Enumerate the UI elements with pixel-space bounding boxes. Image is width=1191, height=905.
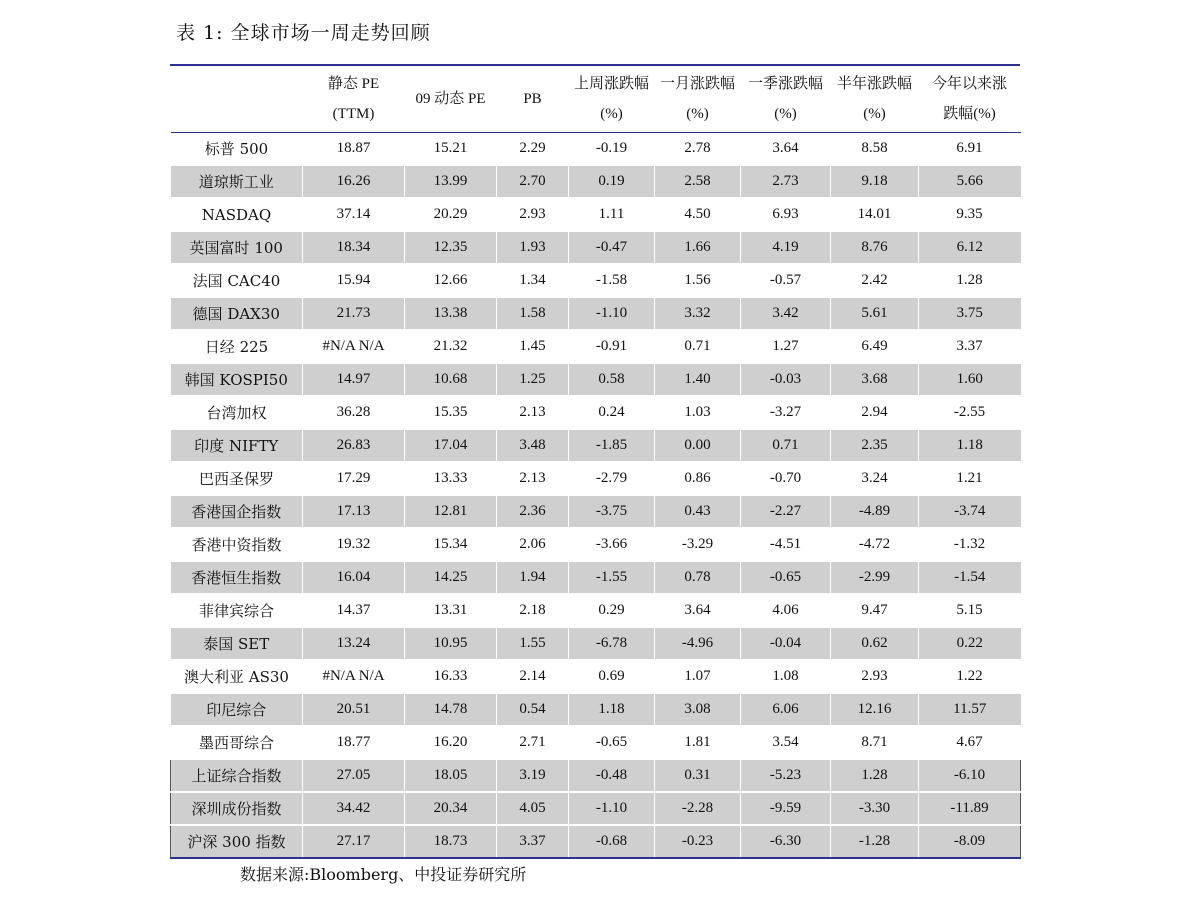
- ytd-change-cell: -2.55: [919, 396, 1021, 429]
- pb-cell: 1.55: [497, 627, 569, 660]
- table-row: [171, 231, 1021, 264]
- half-year-change-cell: 2.94: [831, 396, 919, 429]
- pb-cell: 1.94: [497, 561, 569, 594]
- static-pe-cell: 37.14: [303, 198, 405, 231]
- ytd-change-cell: -8.09: [919, 825, 1021, 858]
- half-year-change-cell: 8.71: [831, 726, 919, 759]
- month-change-cell: 0.78: [655, 561, 741, 594]
- forward-pe-cell: 12.35: [405, 231, 497, 264]
- week-change-cell: -0.68: [569, 825, 655, 858]
- table-row: [171, 495, 1021, 528]
- header-static-pe: [303, 66, 405, 133]
- ytd-change-cell: 1.28: [919, 264, 1021, 297]
- half-year-change-cell: 1.28: [831, 759, 919, 792]
- month-change-cell: 4.50: [655, 198, 741, 231]
- static-pe-cell: 14.37: [303, 594, 405, 627]
- ytd-change-cell: 3.75: [919, 297, 1021, 330]
- ytd-change-cell: 3.37: [919, 330, 1021, 363]
- index-name-cell: 香港国企指数: [171, 495, 303, 528]
- week-change-cell: -2.79: [569, 462, 655, 495]
- half-year-change-cell: 2.35: [831, 429, 919, 462]
- header-label-line2: (%): [863, 106, 886, 122]
- forward-pe-cell: 13.33: [405, 462, 497, 495]
- week-change-cell: -0.19: [569, 133, 655, 166]
- ytd-change-cell: 1.18: [919, 429, 1021, 462]
- header-week-change: [569, 66, 655, 133]
- quarter-change-cell: 4.19: [741, 231, 831, 264]
- header-label-line2: (%): [774, 106, 797, 122]
- header-pb: [497, 66, 569, 133]
- ytd-change-cell: -1.54: [919, 561, 1021, 594]
- pb-cell: 3.19: [497, 759, 569, 792]
- header-index-name: [171, 66, 303, 133]
- table-row: [171, 198, 1021, 231]
- static-pe-cell: 16.26: [303, 165, 405, 198]
- index-name-cell: 澳大利亚 AS30: [171, 660, 303, 693]
- static-pe-cell: 21.73: [303, 297, 405, 330]
- table-row: [171, 297, 1021, 330]
- week-change-cell: 1.18: [569, 693, 655, 726]
- header-forward-pe: [405, 66, 497, 133]
- table-row: [171, 627, 1021, 660]
- half-year-change-cell: -2.99: [831, 561, 919, 594]
- header-half-year-change: [831, 66, 919, 133]
- static-pe-cell: 19.32: [303, 528, 405, 561]
- quarter-change-cell: -0.04: [741, 627, 831, 660]
- index-name-cell: 印尼综合: [171, 693, 303, 726]
- half-year-change-cell: 9.18: [831, 165, 919, 198]
- market-review-table-wrapper: [170, 64, 1020, 859]
- half-year-change-cell: 9.47: [831, 594, 919, 627]
- static-pe-cell: #N/A N/A: [303, 660, 405, 693]
- forward-pe-cell: 16.20: [405, 726, 497, 759]
- ytd-change-cell: 4.67: [919, 726, 1021, 759]
- table-row: [171, 693, 1021, 726]
- pb-cell: 1.25: [497, 363, 569, 396]
- month-change-cell: 0.31: [655, 759, 741, 792]
- table-body: [171, 133, 1021, 859]
- index-name-cell: 香港中资指数: [171, 528, 303, 561]
- static-pe-cell: 16.04: [303, 561, 405, 594]
- ytd-change-cell: 6.12: [919, 231, 1021, 264]
- quarter-change-cell: -0.65: [741, 561, 831, 594]
- forward-pe-cell: 13.38: [405, 297, 497, 330]
- table-row: [171, 660, 1021, 693]
- index-name-cell: 韩国 KOSPI50: [171, 363, 303, 396]
- ytd-change-cell: 5.15: [919, 594, 1021, 627]
- pb-cell: 2.71: [497, 726, 569, 759]
- header-label-line2: (%): [600, 106, 623, 122]
- index-name-cell: 香港恒生指数: [171, 561, 303, 594]
- header-label-line1: 今年以来涨: [931, 76, 1007, 92]
- month-change-cell: 1.03: [655, 396, 741, 429]
- ytd-change-cell: 1.21: [919, 462, 1021, 495]
- week-change-cell: 1.11: [569, 198, 655, 231]
- quarter-change-cell: 6.06: [741, 693, 831, 726]
- pb-cell: 1.93: [497, 231, 569, 264]
- forward-pe-cell: 15.35: [405, 396, 497, 429]
- quarter-change-cell: 3.54: [741, 726, 831, 759]
- week-change-cell: 0.24: [569, 396, 655, 429]
- quarter-change-cell: 3.64: [741, 133, 831, 166]
- half-year-change-cell: 6.49: [831, 330, 919, 363]
- month-change-cell: 1.66: [655, 231, 741, 264]
- pb-cell: 3.37: [497, 825, 569, 858]
- index-name-cell: 深圳成份指数: [171, 792, 303, 825]
- half-year-change-cell: -4.89: [831, 495, 919, 528]
- month-change-cell: -0.23: [655, 825, 741, 858]
- table-header: [171, 66, 1021, 133]
- month-change-cell: 3.32: [655, 297, 741, 330]
- pb-cell: 2.93: [497, 198, 569, 231]
- pb-cell: 2.13: [497, 462, 569, 495]
- table-row: [171, 759, 1021, 792]
- static-pe-cell: 18.34: [303, 231, 405, 264]
- table-row: [171, 133, 1021, 166]
- header-label-line1: 09 动态 PE: [415, 91, 486, 107]
- quarter-change-cell: -0.03: [741, 363, 831, 396]
- static-pe-cell: 15.94: [303, 264, 405, 297]
- table-row: [171, 726, 1021, 759]
- month-change-cell: 0.00: [655, 429, 741, 462]
- quarter-change-cell: -3.27: [741, 396, 831, 429]
- table-row: [171, 396, 1021, 429]
- forward-pe-cell: 14.25: [405, 561, 497, 594]
- forward-pe-cell: 20.34: [405, 792, 497, 825]
- week-change-cell: -0.91: [569, 330, 655, 363]
- market-review-table: [170, 66, 1021, 859]
- quarter-change-cell: -9.59: [741, 792, 831, 825]
- static-pe-cell: 17.13: [303, 495, 405, 528]
- week-change-cell: -3.75: [569, 495, 655, 528]
- forward-pe-cell: 18.05: [405, 759, 497, 792]
- index-name-cell: NASDAQ: [171, 198, 303, 231]
- table-row: [171, 264, 1021, 297]
- quarter-change-cell: 0.71: [741, 429, 831, 462]
- static-pe-cell: 34.42: [303, 792, 405, 825]
- index-name-cell: 巴西圣保罗: [171, 462, 303, 495]
- header-month-change: [655, 66, 741, 133]
- week-change-cell: -6.78: [569, 627, 655, 660]
- index-name-cell: 台湾加权: [171, 396, 303, 429]
- ytd-change-cell: 6.91: [919, 133, 1021, 166]
- pb-cell: 2.36: [497, 495, 569, 528]
- static-pe-cell: 13.24: [303, 627, 405, 660]
- header-label-line1: 静态 PE: [327, 76, 380, 92]
- forward-pe-cell: 13.31: [405, 594, 497, 627]
- half-year-change-cell: 5.61: [831, 297, 919, 330]
- forward-pe-cell: 13.99: [405, 165, 497, 198]
- table-row: [171, 429, 1021, 462]
- static-pe-cell: 26.83: [303, 429, 405, 462]
- pb-cell: 2.06: [497, 528, 569, 561]
- header-label-line2: (%): [686, 106, 709, 122]
- week-change-cell: 0.69: [569, 660, 655, 693]
- pb-cell: 2.29: [497, 133, 569, 166]
- index-name-cell: 印度 NIFTY: [171, 429, 303, 462]
- month-change-cell: 3.64: [655, 594, 741, 627]
- header-label-line2: 跌幅(%): [943, 106, 996, 122]
- quarter-change-cell: 1.08: [741, 660, 831, 693]
- static-pe-cell: #N/A N/A: [303, 330, 405, 363]
- pb-cell: 1.45: [497, 330, 569, 363]
- index-name-cell: 泰国 SET: [171, 627, 303, 660]
- static-pe-cell: 18.77: [303, 726, 405, 759]
- forward-pe-cell: 10.68: [405, 363, 497, 396]
- index-name-cell: 英国富时 100: [171, 231, 303, 264]
- week-change-cell: -1.55: [569, 561, 655, 594]
- table-row: [171, 330, 1021, 363]
- index-name-cell: 日经 225: [171, 330, 303, 363]
- header-quarter-change: [741, 66, 831, 133]
- pb-cell: 2.13: [497, 396, 569, 429]
- forward-pe-cell: 20.29: [405, 198, 497, 231]
- quarter-change-cell: 3.42: [741, 297, 831, 330]
- pb-cell: 1.58: [497, 297, 569, 330]
- quarter-change-cell: -4.51: [741, 528, 831, 561]
- week-change-cell: -1.58: [569, 264, 655, 297]
- quarter-change-cell: -2.27: [741, 495, 831, 528]
- month-change-cell: 0.43: [655, 495, 741, 528]
- half-year-change-cell: 12.16: [831, 693, 919, 726]
- static-pe-cell: 18.87: [303, 133, 405, 166]
- static-pe-cell: 27.05: [303, 759, 405, 792]
- week-change-cell: -0.47: [569, 231, 655, 264]
- index-name-cell: 墨西哥综合: [171, 726, 303, 759]
- half-year-change-cell: -4.72: [831, 528, 919, 561]
- index-name-cell: 沪深 300 指数: [171, 825, 303, 858]
- half-year-change-cell: -1.28: [831, 825, 919, 858]
- forward-pe-cell: 15.21: [405, 133, 497, 166]
- quarter-change-cell: 4.06: [741, 594, 831, 627]
- half-year-change-cell: 2.42: [831, 264, 919, 297]
- week-change-cell: -3.66: [569, 528, 655, 561]
- forward-pe-cell: 15.34: [405, 528, 497, 561]
- forward-pe-cell: 10.95: [405, 627, 497, 660]
- month-change-cell: -2.28: [655, 792, 741, 825]
- table-row: [171, 594, 1021, 627]
- table-caption: 表 1: 全球市场一周走势回顾: [176, 22, 431, 44]
- ytd-change-cell: -1.32: [919, 528, 1021, 561]
- quarter-change-cell: 6.93: [741, 198, 831, 231]
- week-change-cell: -1.10: [569, 792, 655, 825]
- forward-pe-cell: 16.33: [405, 660, 497, 693]
- index-name-cell: 道琼斯工业: [171, 165, 303, 198]
- forward-pe-cell: 14.78: [405, 693, 497, 726]
- ytd-change-cell: 9.35: [919, 198, 1021, 231]
- ytd-change-cell: 0.22: [919, 627, 1021, 660]
- header-label-line1: 一月涨跌幅: [659, 76, 735, 92]
- month-change-cell: 1.40: [655, 363, 741, 396]
- week-change-cell: 0.29: [569, 594, 655, 627]
- header-label-line1: 半年涨跌幅: [836, 76, 912, 92]
- header-label-line2: (TTM): [332, 106, 375, 122]
- index-name-cell: 菲律宾综合: [171, 594, 303, 627]
- static-pe-cell: 17.29: [303, 462, 405, 495]
- table-row: [171, 825, 1021, 858]
- half-year-change-cell: 2.93: [831, 660, 919, 693]
- table-row: [171, 165, 1021, 198]
- index-name-cell: 标普 500: [171, 133, 303, 166]
- ytd-change-cell: -6.10: [919, 759, 1021, 792]
- table-row: [171, 462, 1021, 495]
- week-change-cell: 0.19: [569, 165, 655, 198]
- half-year-change-cell: 14.01: [831, 198, 919, 231]
- forward-pe-cell: 12.81: [405, 495, 497, 528]
- forward-pe-cell: 17.04: [405, 429, 497, 462]
- week-change-cell: -0.65: [569, 726, 655, 759]
- half-year-change-cell: -3.30: [831, 792, 919, 825]
- quarter-change-cell: 2.73: [741, 165, 831, 198]
- pb-cell: 2.18: [497, 594, 569, 627]
- pb-cell: 4.05: [497, 792, 569, 825]
- index-name-cell: 法国 CAC40: [171, 264, 303, 297]
- month-change-cell: 2.78: [655, 133, 741, 166]
- static-pe-cell: 27.17: [303, 825, 405, 858]
- month-change-cell: 0.71: [655, 330, 741, 363]
- forward-pe-cell: 21.32: [405, 330, 497, 363]
- quarter-change-cell: -5.23: [741, 759, 831, 792]
- header-label-line1: 一季涨跌幅: [747, 76, 823, 92]
- ytd-change-cell: 1.22: [919, 660, 1021, 693]
- table-row: [171, 363, 1021, 396]
- month-change-cell: 1.81: [655, 726, 741, 759]
- half-year-change-cell: 8.76: [831, 231, 919, 264]
- pb-cell: 3.48: [497, 429, 569, 462]
- forward-pe-cell: 12.66: [405, 264, 497, 297]
- month-change-cell: 0.86: [655, 462, 741, 495]
- header-row: [171, 66, 1021, 133]
- static-pe-cell: 36.28: [303, 396, 405, 429]
- static-pe-cell: 20.51: [303, 693, 405, 726]
- week-change-cell: 0.58: [569, 363, 655, 396]
- half-year-change-cell: 3.68: [831, 363, 919, 396]
- index-name-cell: 上证综合指数: [171, 759, 303, 792]
- table-row: [171, 561, 1021, 594]
- ytd-change-cell: 5.66: [919, 165, 1021, 198]
- header-label-line1: PB: [523, 91, 542, 107]
- quarter-change-cell: -6.30: [741, 825, 831, 858]
- static-pe-cell: 14.97: [303, 363, 405, 396]
- week-change-cell: -0.48: [569, 759, 655, 792]
- month-change-cell: 1.56: [655, 264, 741, 297]
- month-change-cell: -3.29: [655, 528, 741, 561]
- month-change-cell: 2.58: [655, 165, 741, 198]
- ytd-change-cell: -11.89: [919, 792, 1021, 825]
- week-change-cell: -1.10: [569, 297, 655, 330]
- index-name-cell: 德国 DAX30: [171, 297, 303, 330]
- pb-cell: 0.54: [497, 693, 569, 726]
- half-year-change-cell: 0.62: [831, 627, 919, 660]
- ytd-change-cell: 1.60: [919, 363, 1021, 396]
- pb-cell: 2.14: [497, 660, 569, 693]
- month-change-cell: -4.96: [655, 627, 741, 660]
- month-change-cell: 3.08: [655, 693, 741, 726]
- month-change-cell: 1.07: [655, 660, 741, 693]
- pb-cell: 1.34: [497, 264, 569, 297]
- ytd-change-cell: 11.57: [919, 693, 1021, 726]
- ytd-change-cell: -3.74: [919, 495, 1021, 528]
- pb-cell: 2.70: [497, 165, 569, 198]
- week-change-cell: -1.85: [569, 429, 655, 462]
- half-year-change-cell: 8.58: [831, 133, 919, 166]
- table-row: [171, 792, 1021, 825]
- data-source-note: 数据来源:Bloomberg、中投证券研究所: [240, 865, 527, 884]
- quarter-change-cell: -0.70: [741, 462, 831, 495]
- table-row: [171, 528, 1021, 561]
- quarter-change-cell: -0.57: [741, 264, 831, 297]
- half-year-change-cell: 3.24: [831, 462, 919, 495]
- header-label-line1: 上周涨跌幅: [573, 76, 649, 92]
- forward-pe-cell: 18.73: [405, 825, 497, 858]
- header-ytd-change: [919, 66, 1021, 133]
- quarter-change-cell: 1.27: [741, 330, 831, 363]
